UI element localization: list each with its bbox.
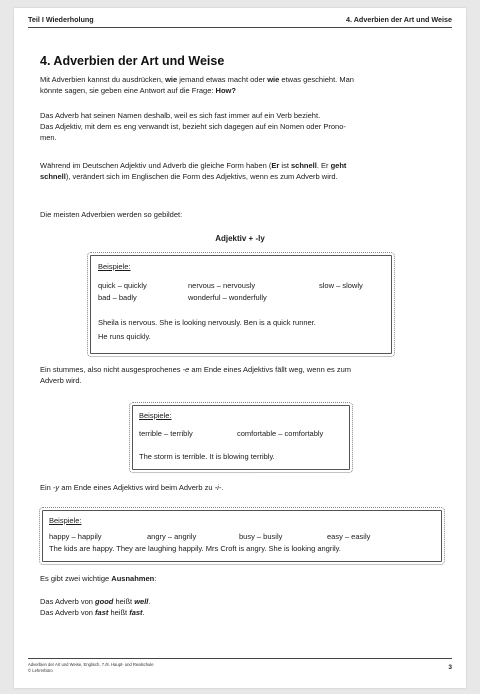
exceptions-intro: Es gibt zwei wichtige Ausnahmen: [40,574,157,583]
example-wonderful: wonderful – wonderfully [188,293,267,302]
worksheet-page [14,8,466,688]
example-sentence: The kids are happy. They are laughing happily. Mrs Croft is angry. She is looking angrily. [49,544,341,553]
examples-label: Beispiele: [49,516,82,525]
header-right: 4. Adverbien der Art und Weise [346,15,452,24]
page-title: 4. Adverbien der Art und Weise [40,54,225,68]
page-number: 3 [448,664,452,671]
example-comfortable: comfortable – comfortably [237,429,324,438]
comparison-paragraph: Während im Deutschen Adjektiv und Adverb die gleiche Form haben (Er ist schnell. Er geht schnell), verändert sich im Englischen die Form des Adjektivs, wenn es zum Adverb wird. [40,161,347,181]
page-footer [28,658,452,673]
adverb-name-paragraph: Das Adverb hat seinen Namen deshalb, weil es sich fast immer auf ein Verb bezieht. Das Adjektiv, mit dem es eng verwandt ist, bezieht sich dagegen auf ein Nomen oder Prono- men. [40,111,346,142]
example-sentence-1: Sheila is nervous. She is looking nervously. Ben is a quick runner. [98,318,316,327]
exception-good: Das Adverb von good heißt well. [40,597,151,606]
example-easy: easy – easily [327,532,371,541]
page-header [28,14,452,28]
header-left: Teil I Wiederholung [28,15,94,24]
example-sentence: The storm is terrible. It is blowing terribly. [139,452,275,461]
examples-label: Beispiele: [98,262,131,271]
example-angry: angry – angrily [147,532,197,541]
example-bad: bad – badly [98,293,137,302]
exception-fast: Das Adverb von fast heißt fast. [40,608,145,617]
formation-paragraph: Die meisten Adverbien werden so gebildet: [40,210,183,219]
example-busy: busy – busily [239,532,283,541]
intro-paragraph: Mit Adverbien kannst du ausdrücken, wie jemand etwas macht oder wie etwas geschieht. Man könnte sagen, sie geben eine Antwort auf die Frage: How? [40,75,354,95]
footer-copyright: © Lehrerbüro [28,667,53,673]
y-ending-paragraph: Ein -y am Ende eines Adjektivs wird beim Adverb zu -i-. [40,483,224,492]
examples-box-ly [90,255,392,354]
examples-label: Beispiele: [139,411,172,420]
footer-source: Adverbien der Art und Weise, Englisch, 7./8. Haupt- und Realschule [28,662,154,667]
examples-box-silent-e [132,405,350,470]
example-sentence-2: He runs quickly. [98,332,151,341]
example-quick: quick – quickly [98,281,147,290]
examples-box-y [42,510,442,562]
rule-adjektiv-ly: Adjektiv + -ly [215,234,265,243]
silent-e-paragraph: Ein stummes, also nicht ausgesprochenes -e am Ende eines Adjektivs fällt weg, wenn es zum Adverb wird. [40,365,351,385]
example-slow: slow – slowly [319,281,363,290]
example-terrible: terrible – terribly [139,429,193,438]
example-happy: happy – happily [49,532,102,541]
example-nervous: nervous – nervously [188,281,256,290]
